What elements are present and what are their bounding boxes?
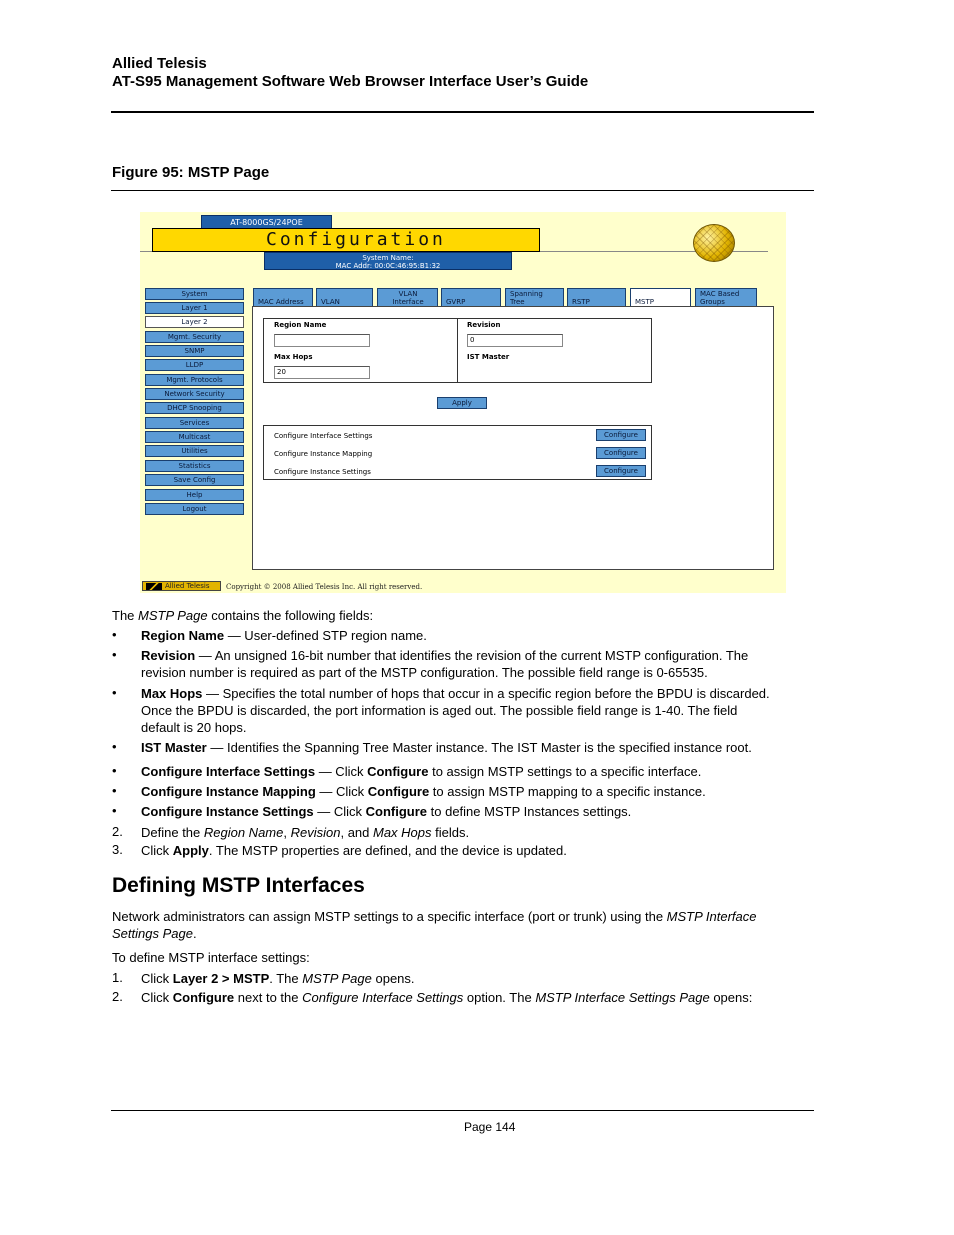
step-click-configure (141, 989, 821, 1006)
bullet-term: Configure Interface Settings (141, 764, 316, 779)
tab-label: MSTP (635, 298, 654, 306)
bullet-text-b: to define MSTP Instances settings. (427, 804, 632, 819)
tab-label: GVRP (446, 298, 466, 306)
step-em: Configure Interface Settings (302, 990, 464, 1005)
menu-layer-1[interactable]: Layer 1 (145, 302, 244, 314)
step-strong: Apply (172, 843, 209, 858)
intro-pre: The (112, 608, 139, 623)
column-divider (457, 319, 458, 382)
tab-vlan[interactable] (316, 288, 373, 307)
step-text: , (283, 825, 291, 840)
menu-mgmt-protocols[interactable]: Mgmt. Protocols (145, 374, 244, 386)
bullet-term: Revision (141, 648, 196, 663)
tab-label-line2: Tree (510, 298, 525, 306)
bullet-marker: • (112, 685, 117, 700)
bullet-text: — Specifies the total number of hops that occur in a specific region before the BPDU is discarded. (202, 686, 770, 701)
max-hops-input[interactable]: 20 (274, 366, 370, 379)
revision-label: Revision (467, 321, 501, 329)
system-name-label: System Name: (362, 254, 414, 262)
menu-system[interactable]: System (145, 288, 244, 300)
section-paragraph (112, 908, 814, 942)
copyright-notice: Copyright © 2008 Allied Telesis Inc. All right reserved. (226, 583, 423, 591)
step-number: 3. (112, 842, 123, 857)
bullet-term: Region Name (141, 628, 225, 643)
intro-paragraph (112, 607, 373, 624)
step-text: option. The (463, 990, 536, 1005)
tab-label-line1: VLAN (398, 290, 418, 298)
mstp-properties-box (263, 318, 652, 383)
step-text: next to the (234, 990, 303, 1005)
system-info (264, 252, 512, 270)
menu-dhcp-snooping[interactable]: DHCP Snooping (145, 402, 244, 414)
tab-label: MAC Address (258, 298, 304, 306)
para-em: Settings Page (112, 926, 193, 941)
region-name-label: Region Name (274, 321, 327, 329)
menu-snmp[interactable]: SNMP (145, 345, 244, 357)
tab-rstp[interactable] (567, 288, 626, 307)
bullet-text: — Click (315, 784, 368, 799)
bullet-term: Configure Instance Mapping (141, 784, 316, 799)
caption-rule (111, 190, 814, 191)
bullet-configure-instance-settings (141, 803, 821, 820)
configuration-banner: Configuration (152, 228, 540, 252)
step-click-layer2-mstp (141, 970, 821, 987)
header-title: AT-S95 Management Software Web Browser Interface User’s Guide (112, 73, 589, 90)
logo-text: Allied Telesis (165, 582, 210, 590)
step-em: Revision (290, 825, 341, 840)
intro-post: contains the following fields: (207, 608, 374, 623)
revision-input[interactable]: 0 (467, 334, 563, 347)
configure-box (263, 425, 652, 480)
footer-rule (111, 1110, 814, 1111)
step-text: , and (340, 825, 373, 840)
mac-address-label: MAC Addr: 00:0C:46:95:B1:32 (335, 262, 441, 270)
tab-vlan-interface[interactable] (377, 288, 438, 307)
step-strong: Configure (172, 990, 235, 1005)
mstp-content-pane (252, 306, 774, 570)
tab-label-line2: Interface (392, 298, 424, 306)
tab-gvrp[interactable] (441, 288, 501, 307)
menu-multicast[interactable]: Multicast (145, 431, 244, 443)
bullet-text: — An unsigned 16-bit number that identifies the revision of the current MSTP configuration. The (195, 648, 749, 663)
step-text: . The (269, 971, 303, 986)
configure-interface-settings-button[interactable]: Configure (596, 429, 646, 441)
step-number: 2. (112, 989, 123, 1004)
menu-save-config[interactable]: Save Config (145, 474, 244, 486)
configure-instance-settings-button[interactable]: Configure (596, 465, 646, 477)
menu-logout[interactable]: Logout (145, 503, 244, 515)
menu-statistics[interactable]: Statistics (145, 460, 244, 472)
menu-layer-2[interactable]: Layer 2 (145, 316, 244, 328)
step-number: 1. (112, 970, 123, 985)
bullet-configure-interface-settings (141, 763, 821, 780)
bullet-term: IST Master (141, 740, 207, 755)
ist-master-label: IST Master (467, 353, 510, 361)
header-rule (111, 111, 814, 113)
bullet-marker: • (112, 739, 117, 754)
bullet-configure-instance-mapping (141, 783, 821, 800)
menu-help[interactable]: Help (145, 489, 244, 501)
step-em: MSTP Page (302, 971, 372, 986)
tab-label: VLAN (321, 298, 340, 306)
step-text: Click (141, 843, 173, 858)
menu-utilities[interactable]: Utilities (145, 445, 244, 457)
para-text: . (192, 926, 197, 941)
bullet-max-hops (141, 685, 821, 736)
bullet-region-name (141, 627, 821, 644)
bullet-marker: • (112, 783, 117, 798)
page-number: Page 144 (464, 1120, 516, 1134)
step-text: fields. (431, 825, 470, 840)
step-click-apply (141, 842, 821, 859)
step-text: Click (141, 971, 173, 986)
step-text: opens: (709, 990, 753, 1005)
bullet-term-b: Configure (365, 804, 428, 819)
menu-services[interactable]: Services (145, 417, 244, 429)
para-em: MSTP Interface (666, 909, 757, 924)
bullet-text-b: to assign MSTP settings to a specific interface. (428, 764, 702, 779)
tab-mac-based-groups[interactable] (695, 288, 757, 307)
step-define-fields (141, 824, 821, 841)
bullet-marker: • (112, 647, 117, 662)
tab-label-line1: MAC Based (700, 290, 740, 298)
menu-mgmt-security[interactable]: Mgmt. Security (145, 331, 244, 343)
bullet-text-line2: revision number is required as part of the MSTP configuration. The possible field range is 0-65535. (141, 665, 708, 680)
globe-logo-icon (693, 224, 735, 262)
bullet-term-b: Configure (367, 764, 429, 779)
to-define-line: To define MSTP interface settings: (112, 950, 310, 965)
tab-label-line1: Spanning (510, 290, 543, 298)
tab-mstp[interactable] (630, 288, 691, 307)
configure-instance-mapping-button[interactable]: Configure (596, 447, 646, 459)
bullet-term: Max Hops (141, 686, 203, 701)
apply-button[interactable]: Apply (437, 397, 487, 409)
bullet-marker: • (112, 803, 117, 818)
tab-spanning-tree[interactable] (505, 288, 564, 307)
figure-caption: Figure 95: MSTP Page (112, 164, 270, 181)
configure-interface-settings-label: Configure Interface Settings (274, 432, 373, 440)
step-text: opens. (371, 971, 415, 986)
step-em: MSTP Interface Settings Page (535, 990, 710, 1005)
bullet-term-b: Configure (367, 784, 430, 799)
step-em: Max Hops (373, 825, 432, 840)
bullet-revision (141, 647, 821, 681)
model-label: AT-8000GS/24POE (201, 215, 332, 229)
para-text: Network administrators can assign MSTP settings to a specific interface (port or trunk) using the (112, 909, 667, 924)
max-hops-label: Max Hops (274, 353, 313, 361)
bullet-ist-master (141, 739, 821, 756)
header-company: Allied Telesis (112, 55, 207, 72)
bullet-text: — Click (315, 764, 368, 779)
tab-label-line2: Groups (700, 298, 725, 306)
mstp-screenshot (140, 212, 786, 593)
intro-em: MSTP Page (138, 608, 208, 623)
allied-telesis-logo (142, 581, 221, 591)
bullet-text-b: to assign MSTP mapping to a specific instance. (429, 784, 706, 799)
menu-network-security[interactable]: Network Security (145, 388, 244, 400)
step-text: Define the (141, 825, 204, 840)
section-heading: Defining MSTP Interfaces (112, 874, 365, 897)
configure-instance-settings-label: Configure Instance Settings (274, 468, 371, 476)
region-name-input[interactable] (274, 334, 370, 347)
bullet-marker: • (112, 627, 117, 642)
step-strong: Layer 2 > MSTP (172, 971, 270, 986)
step-text: . The MSTP properties are defined, and the device is updated. (208, 843, 567, 858)
bullet-marker: • (112, 763, 117, 778)
bullet-term: Configure Instance Settings (141, 804, 314, 819)
bullet-text: — Click (313, 804, 366, 819)
configure-instance-mapping-label: Configure Instance Mapping (274, 450, 373, 458)
bullet-text-line2: Once the BPDU is discarded, the port information is aged out. The possible field range is 1-40. The field (141, 703, 738, 718)
at-logo-icon (146, 583, 162, 590)
bullet-text: — Identifies the Spanning Tree Master instance. The IST Master is the specified instance root. (206, 740, 752, 755)
bullet-text: — User-defined STP region name. (224, 628, 427, 643)
step-text: Click (141, 990, 173, 1005)
tab-mac-address[interactable] (253, 288, 313, 307)
step-em: Region Name (203, 825, 284, 840)
tab-label: RSTP (572, 298, 590, 306)
step-number: 2. (112, 824, 123, 839)
bullet-text-line3: default is 20 hops. (141, 720, 247, 735)
menu-lldp[interactable]: LLDP (145, 359, 244, 371)
